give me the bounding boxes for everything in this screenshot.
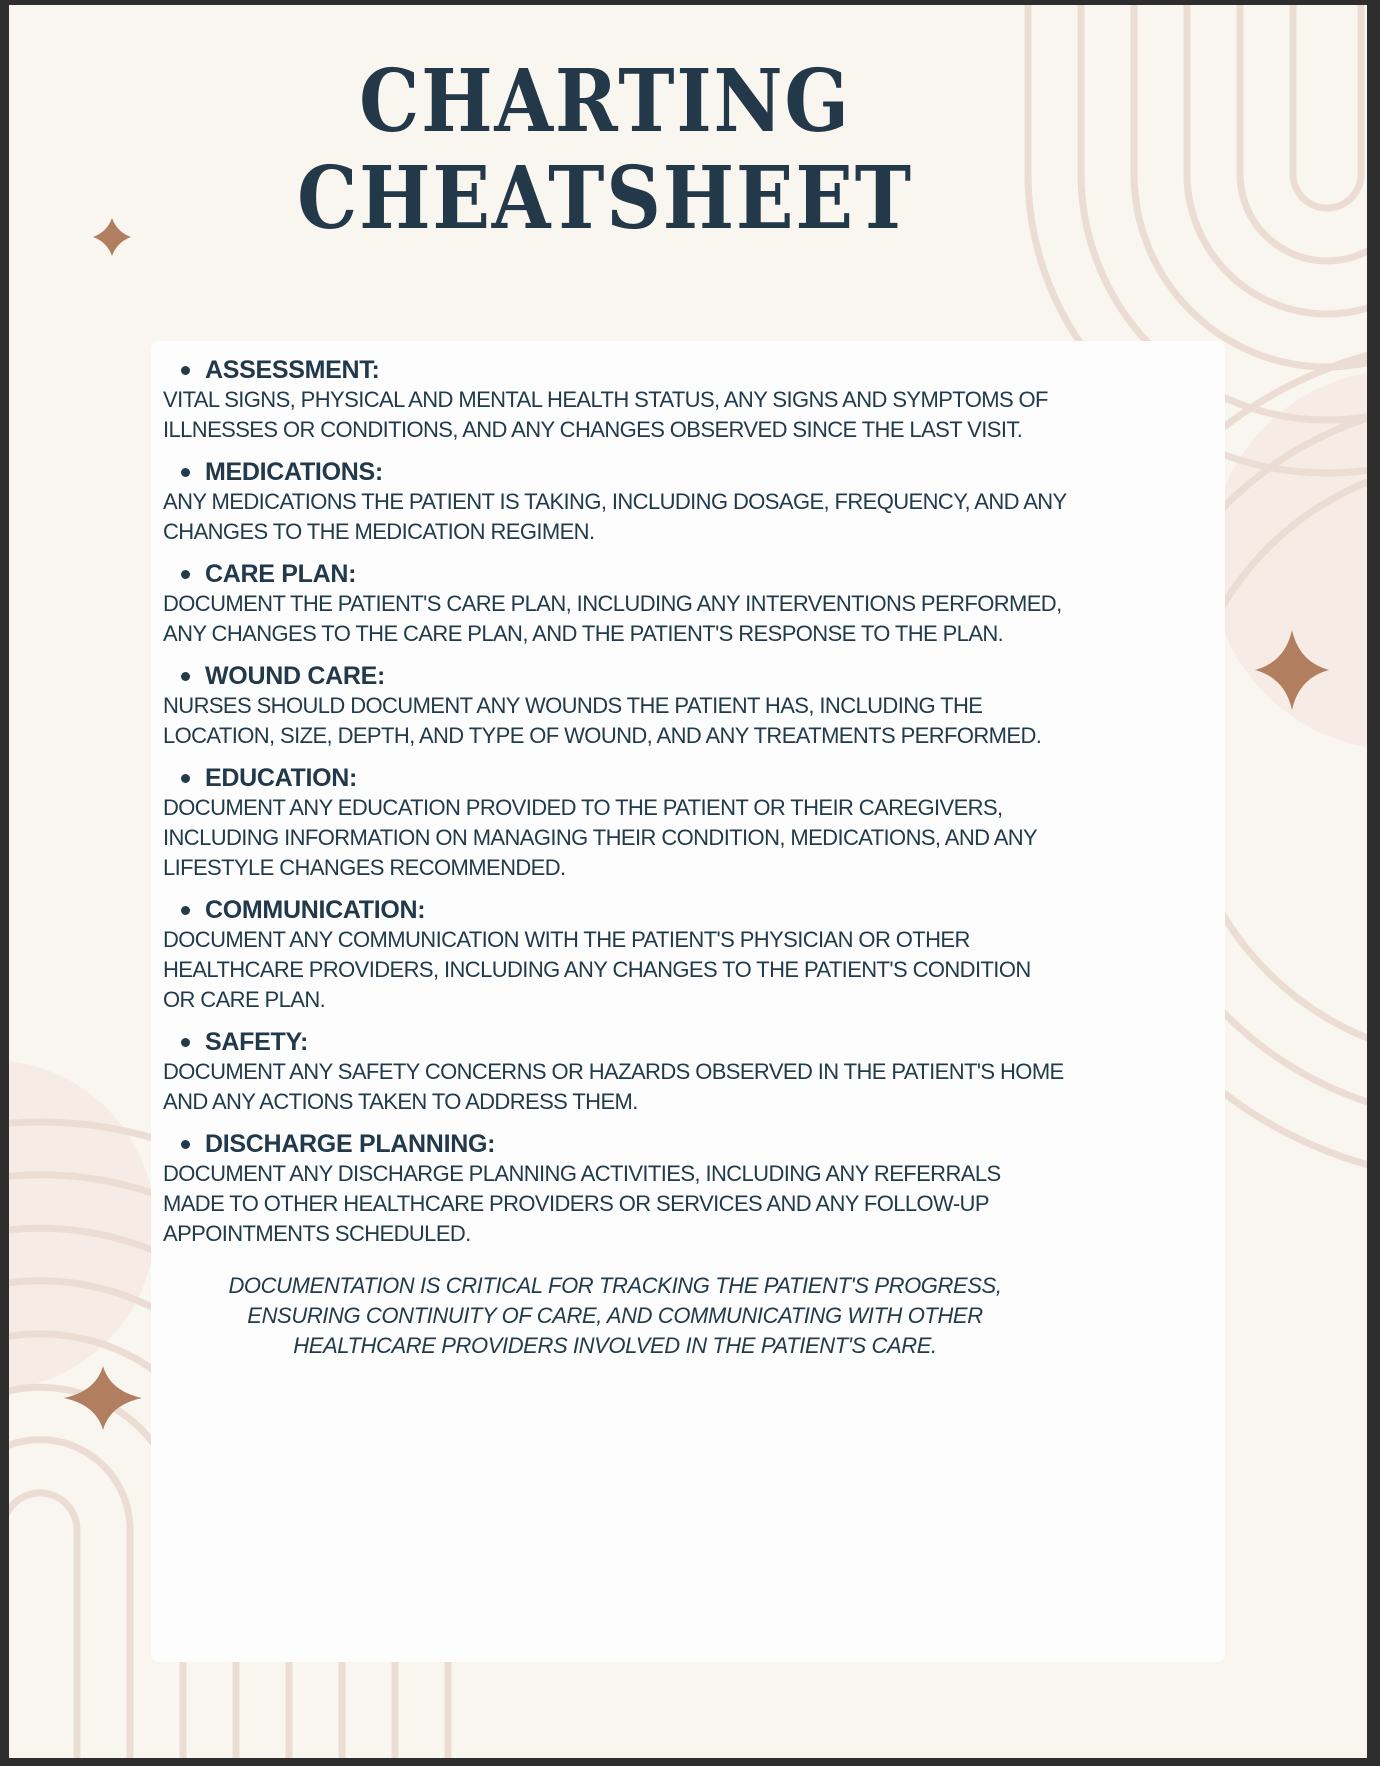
- section-heading: COMMUNICATION:: [205, 895, 426, 924]
- section-heading-row: [181, 457, 1067, 487]
- page-title-line2: CHEATSHEET: [297, 148, 913, 249]
- bullet-dot-icon: [181, 366, 190, 375]
- section-body: ANY MEDICATIONS THE PATIENT IS TAKING, INCLUDING DOSAGE, FREQUENCY, AND ANY CHANGES TO THE MEDICATION REGIMEN.: [163, 489, 1067, 544]
- bullet-dot-icon: [181, 906, 190, 915]
- section-list: [163, 355, 1067, 1249]
- cheatsheet-section: [163, 895, 1067, 1015]
- frame-edge-top: [0, 0, 1380, 5]
- frame-edge-right: [1367, 0, 1380, 1766]
- section-heading-row: [181, 895, 1067, 925]
- section-heading-row: [181, 661, 1067, 691]
- section-body: DOCUMENT THE PATIENT'S CARE PLAN, INCLUDING ANY INTERVENTIONS PERFORMED, ANY CHANGES TO THE CARE PLAN, AND THE PATIENT'S RESPONSE TO THE PLAN.: [163, 591, 1062, 646]
- cheatsheet-section: [163, 559, 1067, 649]
- section-body: DOCUMENT ANY COMMUNICATION WITH THE PATIENT'S PHYSICIAN OR OTHER HEALTHCARE PROVIDERS, INCLUDING ANY CHANGES TO THE PATIENT'S CONDITION OR CARE PLAN.: [163, 927, 1031, 1012]
- section-heading-row: [181, 763, 1067, 793]
- section-body: NURSES SHOULD DOCUMENT ANY WOUNDS THE PATIENT HAS, INCLUDING THE LOCATION, SIZE, DEPTH, AND TYPE OF WOUND, AND ANY TREATMENTS PERFORMED.: [163, 693, 1042, 748]
- page-title: [165, 53, 1045, 247]
- page-background: [9, 5, 1367, 1758]
- cheatsheet-section: [163, 661, 1067, 751]
- section-heading: SAFETY:: [205, 1027, 308, 1056]
- section-body: DOCUMENT ANY DISCHARGE PLANNING ACTIVITIES, INCLUDING ANY REFERRALS MADE TO OTHER HEALTHCARE PROVIDERS OR SERVICES AND ANY FOLLOW-UP APPOINTMENTS SCHEDULED.: [163, 1161, 1001, 1246]
- content-card: [151, 341, 1225, 1662]
- cheatsheet-section: [163, 355, 1067, 445]
- cheatsheet-section: [163, 763, 1067, 883]
- page-title-line1: CHARTING: [359, 51, 851, 152]
- section-heading-row: [181, 1129, 1067, 1159]
- frame-edge-left: [0, 0, 9, 1766]
- section-heading-row: [181, 559, 1067, 589]
- bullet-dot-icon: [181, 1140, 190, 1149]
- section-heading: MEDICATIONS:: [205, 457, 383, 486]
- section-heading: ASSESSMENT:: [205, 355, 380, 384]
- section-heading-row: [181, 355, 1067, 385]
- bullet-dot-icon: [181, 672, 190, 681]
- section-heading: CARE PLAN:: [205, 559, 357, 588]
- bullet-dot-icon: [181, 468, 190, 477]
- section-heading-row: [181, 1027, 1067, 1057]
- cheatsheet-section: [163, 457, 1067, 547]
- section-body: DOCUMENT ANY EDUCATION PROVIDED TO THE PATIENT OR THEIR CAREGIVERS, INCLUDING INFORMATION ON MANAGING THEIR CONDITION, MEDICATIONS, AND ANY LIFESTYLE CHANGES RECOMMENDED.: [163, 795, 1037, 880]
- cheatsheet-section: [163, 1027, 1067, 1117]
- section-body: DOCUMENT ANY SAFETY CONCERNS OR HAZARDS OBSERVED IN THE PATIENT'S HOME AND ANY ACTIONS TAKEN TO ADDRESS THEM.: [163, 1059, 1064, 1114]
- bullet-dot-icon: [181, 1038, 190, 1047]
- bullet-dot-icon: [181, 774, 190, 783]
- sparkle-icon: [93, 218, 131, 256]
- section-body: VITAL SIGNS, PHYSICAL AND MENTAL HEALTH STATUS, ANY SIGNS AND SYMPTOMS OF ILLNESSES OR CONDITIONS, AND ANY CHANGES OBSERVED SINCE THE LAST VISIT.: [163, 387, 1048, 442]
- cheatsheet-section: [163, 1129, 1067, 1249]
- frame-edge-bottom: [0, 1758, 1380, 1766]
- section-heading: WOUND CARE:: [205, 661, 386, 690]
- bullet-dot-icon: [181, 570, 190, 579]
- footer-note: DOCUMENTATION IS CRITICAL FOR TRACKING THE PATIENT'S PROGRESS, ENSURING CONTINUITY OF CARE, AND COMMUNICATING WITH OTHER HEALTHCARE PROVIDERS INVOLVED IN THE PATIENT'S CARE.: [228, 1273, 1002, 1358]
- section-heading: EDUCATION:: [205, 763, 358, 792]
- section-heading: DISCHARGE PLANNING:: [205, 1129, 496, 1158]
